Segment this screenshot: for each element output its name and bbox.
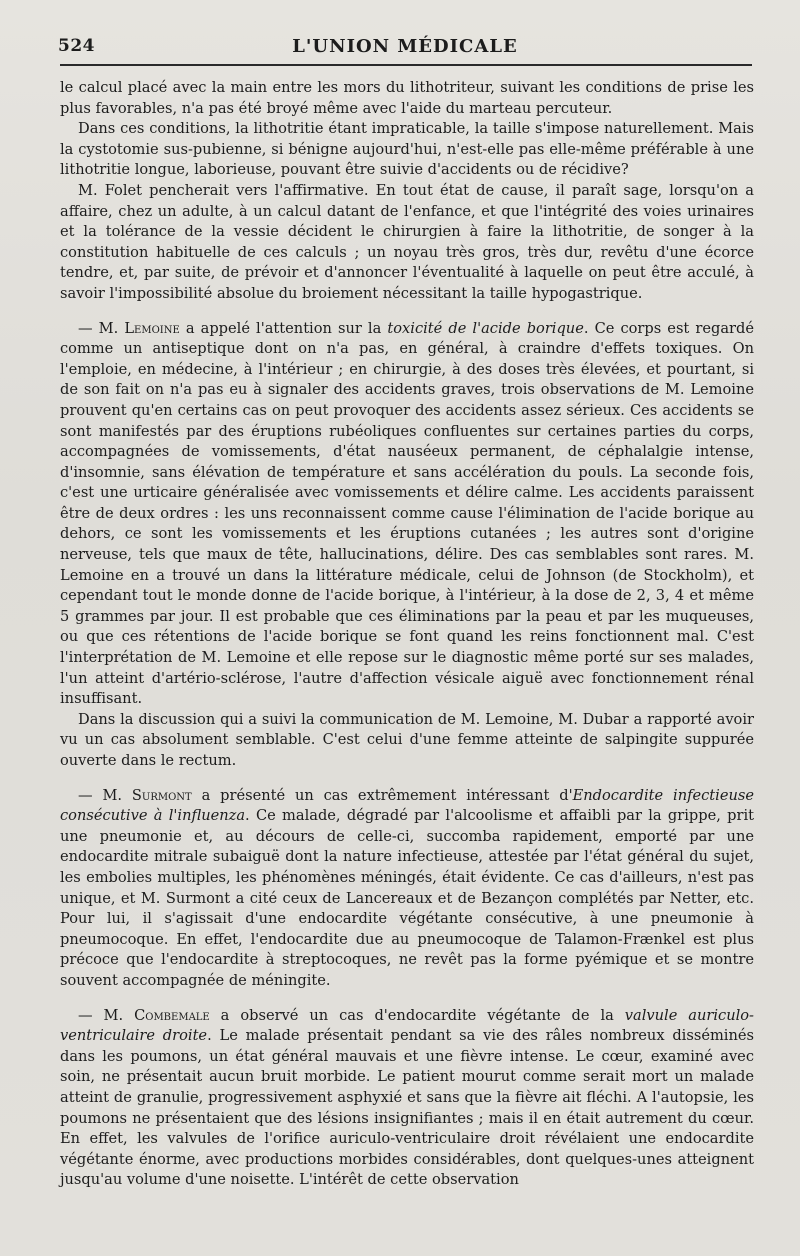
- paragraph-text: a appelé l'attention sur la: [179, 319, 388, 337]
- page-header: [58, 32, 752, 62]
- paragraph-text: . Le malade présentait pendant sa vie des râles nombreux disséminés dans les poumons, un état général mauvais et une fièvre intense. Le cœur, examiné avec soin, ne présentait aucun bruit morbide. Le patient mourut comme serait mort un malade atteint de granulie, progressivement asphyxié et sans que la fièvre ait fléchi. A l'autopsie, les poumons ne présentaient que des lésions insignifiantes ; mais il en était autrement du cœur. En effet, les valvules de l'orifice auriculo-ventriculaire droit révélaient une endocardite végétante énorme, avec productions morbides considérables, dont quelques-unes atteignent jusqu'au volume d'une noisette. L'intérêt de cette observation: [60, 1027, 754, 1189]
- paragraph-text: Dans ces conditions, la lithotritie étant impraticable, la taille s'impose naturellement. Mais la cystotomie sus-pubienne, si bénigne aujourd'hui, n'est-elle pas elle-même préférable à une lithotritie longue, laborieuse, pouvant être suivie d'accidents ou de récidive?: [60, 120, 754, 179]
- paragraph-text: a observé un cas d'endocardite végétante de la: [209, 1006, 625, 1024]
- paragraph-surmont-endocarditis: [60, 786, 754, 992]
- author-name: Surmont: [131, 786, 192, 804]
- author-name: Combemale: [134, 1006, 210, 1024]
- topic-title: Endocardite infectieuse consécutive à l'influenza: [60, 786, 754, 825]
- author-name: Lemoine: [124, 319, 180, 337]
- topic-title: toxicité de l'acide borique: [387, 319, 584, 337]
- paragraph-lithotrity-failure: [60, 78, 754, 119]
- paragraph-text: a présenté un cas extrêmement intéressant d': [191, 786, 573, 804]
- paragraph-text: M. Folet pencherait vers l'affirmative. En tout état de cause, il paraît sage, lorsqu'on a affaire, chez un adulte, à un calcul datant de l'enfance, et que l'intégrité des voies urinaires et la tolérance de la vessie décident le chirurgien à faire la lithotritie, de songer à la constitution habituelle de ces calculs ; un noyau très gros, très dur, revêtu d'une écorce tendre, et, par suite, de prévoir et d'annoncer l'éventualité à laquelle on peut être acculé, à savoir l'impossibilité absolue du broiement nécessitant la taille hypogastrique.: [60, 181, 754, 302]
- paragraph-combemale-valve: [60, 1006, 754, 1191]
- paragraph-text: . Ce corps est regardé comme un antiseptique dont on n'a pas, en général, à craindre d'effets toxiques. On l'emploie, en médecine, à l'intérieur ; en chirurgie, à des doses très élevées, et pourtant, si de son fait on n'a pas eu à signaler des accidents graves, trois observations de M. Lemoine prouvent qu'en certains cas on peut provoquer des accidents assez sérieux. Ces accidents se sont manifestés par des éruptions rubéoliques confluentes sur certaines parties du corps, accompagnées de vomissements, d'état nauséeux permanent, de céphalalgie intense, d'insomnie, sans élévation de température et sans accélération du pouls. La seconde fois, c'est une urticaire généralisée avec vomissements et délire calme. Les accidents paraissent être de deux ordres : les uns reconnaissent comme cause l'élimination de l'acide borique au dehors, ce sont les vomissements et les éruptions cutanées ; les autres sont d'origine nerveuse, tels que maux de tête, hallucinations, délire. Des cas semblables sont rares. M. Lemoine en a trouvé un dans la littérature médicale, celui de Johnson (de Stockholm), et cependant tout le monde donne de l'acide borique, à l'intérieur, à la dose de 2, 3, 4 et même 5 grammes par jour. Il est probable que ces éliminations par la peau et par les muqueuses, ou que ces rétentions de l'acide borique se font quand les reins fonctionnent mal. C'est l'interprétation de M. Lemoine et elle repose sur le diagnostic même porté sur ses malades, l'un atteint d'artério-sclérose, l'autre d'affection vésicale aiguë avec fonctionnement rénal insuffisant.: [60, 319, 754, 708]
- paragraph-text: le calcul placé avec la main entre les mors du lithotriteur, suivant les conditions de prise les plus favorables, n'a pas été broyé même avec l'aide du marteau percuteur.: [60, 79, 754, 117]
- paragraph-folet-opinion: [60, 181, 754, 305]
- running-title: L'UNION MÉDICALE: [292, 36, 518, 57]
- paragraph-prefix: — M.: [78, 319, 125, 337]
- paragraph-text: Dans la discussion qui a suivi la communication de M. Lemoine, M. Dubar a rapporté avoir vu un cas absolument semblable. C'est celui d'une femme atteinte de salpingite suppurée ouverte dans le rectum.: [60, 710, 754, 769]
- paragraph-text: . Ce malade, dégradé par l'alcoolisme et affaibli par la grippe, prit une pneumonie et, au décours de celle-ci, succomba rapidement, emporté par une endocardite mitrale subaiguë dont la nature infectieuse, attestée par l'état général du sujet, les embolies multiples, les phénomènes méningés, était évidente. Ce cas d'ailleurs, n'est pas unique, et M. Surmont a cité ceux de Lancereaux et de Bezançon complétés par Netter, etc. Pour lui, il s'agissait d'une endocardite végétante consécutive, à une pneumonie à pneumocoque. En effet, l'endocardite due au pneumocoque de Talamon-Frænkel est plus précoce que l'endocardite à streptocoques, ne revêt pas la forme pyémique et se montre souvent accompagnée de méningite.: [60, 807, 754, 989]
- page-number: 524: [58, 36, 95, 56]
- topic-title: valvule auriculo-ventriculaire droite: [60, 1006, 754, 1045]
- paragraph-dubar-case: [60, 710, 754, 772]
- paragraph-lemoine-boric-acid: [60, 319, 754, 710]
- header-rule: [60, 64, 752, 66]
- paragraph-prefix: — M.: [78, 1006, 135, 1024]
- paragraph-prefix: — M.: [78, 786, 132, 804]
- article-body: [60, 78, 754, 1191]
- paragraph-cystotomy: [60, 119, 754, 181]
